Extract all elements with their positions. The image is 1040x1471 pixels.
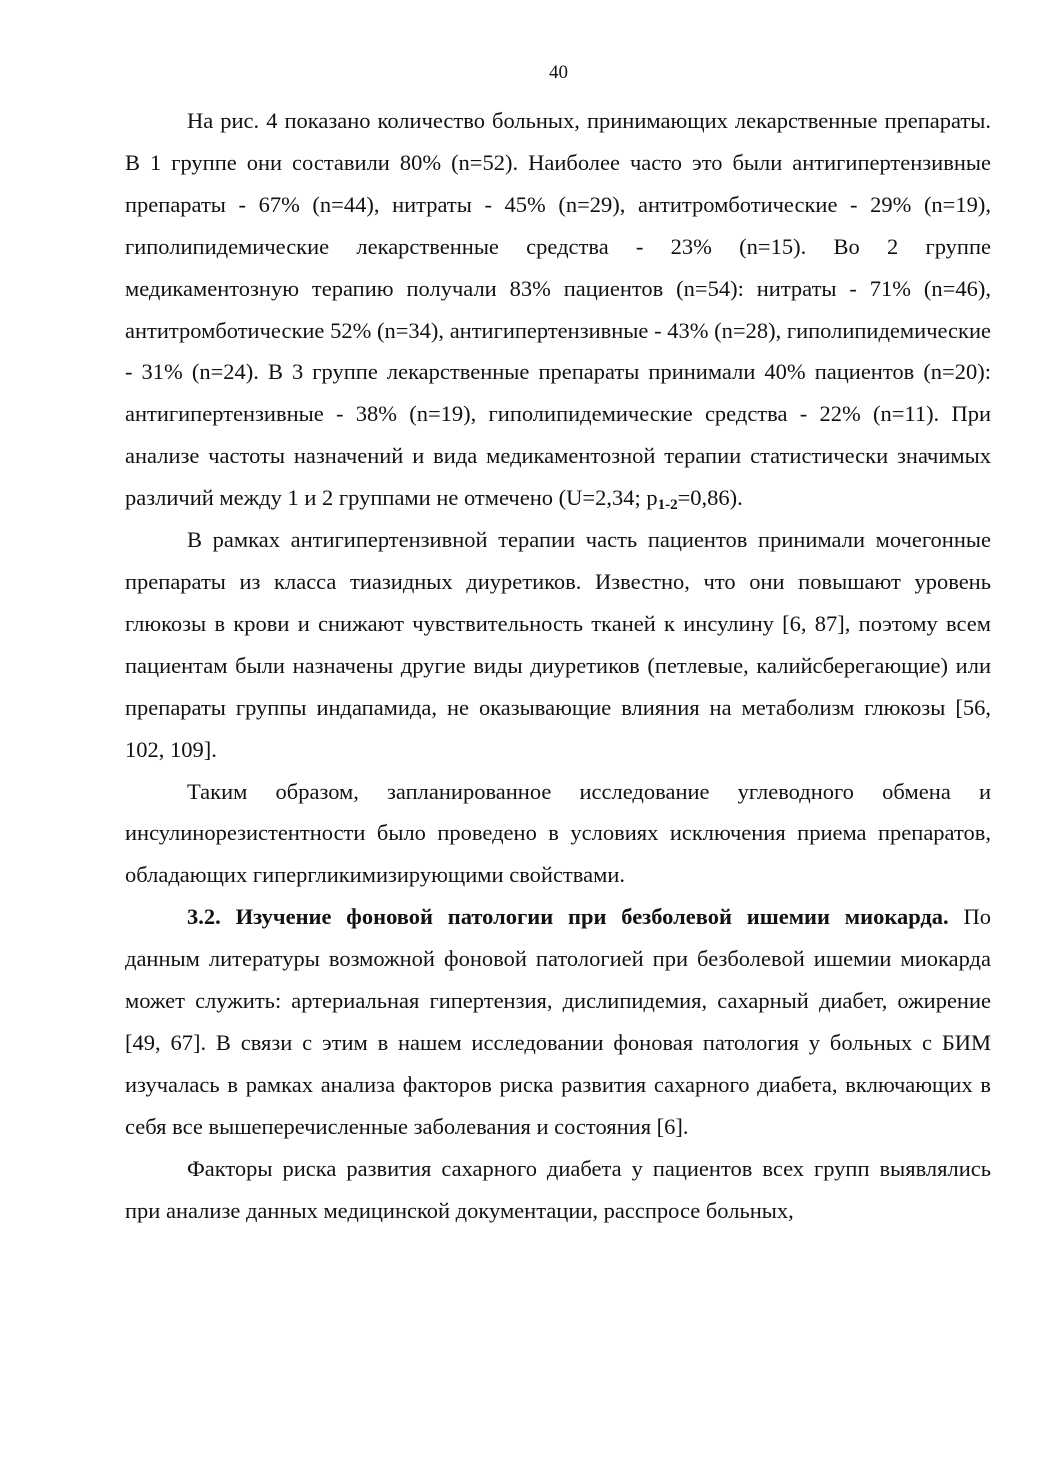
paragraph-risk-factors: Факторы риска развития сахарного диабета у пациентов всех групп выявлялись при анализе данных медицинской документации, расспросе больных, [125,1155,991,1223]
paragraph-diuretics: В рамках антигипертензивной терапии часть пациентов принимали мочегонные препараты из класса тиазидных диуретиков. Известно, что они повышают уровень глюкозы в крови и снижают чувствительность тканей к инсулину [6, 87], поэтому всем пациентам были назначены другие виды диуретиков (петлевые, калийсберегающие) или препараты группы индапамида, не оказывающие влияния на метаболизм глюкозы [56, 102, 109]. [125,527,991,762]
p-value-subscript: 1-2 [657,497,678,514]
paragraph-medication-usage [125,100,991,519]
section-heading: 3.2. Изучение фоновой патологии при безболевой ишемии миокарда. [187,904,949,930]
paragraph-conclusion: Таким образом, запланированное исследование углеводного обмена и инсулинорезистентности было проведено в условиях исключения приема препаратов, обладающих гипергликимизирующими свойствами. [125,778,991,888]
paragraph-text: По данным литературы возможной фоновой патологией при безболевой ишемии миокарда может служить: артериальная гипертензия, дислипидемия, сахарный диабет, ожирение [49, 67]. В связи с этим в нашем исследовании фоновая патология у больных с БИМ изучалась в рамках анализа факторов риска развития сахарного диабета, включающих в себя все вышеперечисленные заболевания и состояния [6]. [125,904,991,1139]
paragraph-section-3-2 [125,896,991,1147]
page-number: 40 [549,62,568,83]
paragraph-text: =0,86). [677,485,743,511]
paragraph-text: На рис. 4 показано количество больных, принимающих лекарственные препараты. В 1 группе они составили 80% (n=52). Наиболее часто это были антигипертензивные препараты - 67% (n=44), нитраты - 45% (n=29), антитромботические - 29% (n=19), гиполипидемические лекарственные средства - 23% (n=15). Во 2 группе медикаментозную терапию получали 83% пациентов (n=54): нитраты - 71% (n=46), антитромботические 52% (n=34), антигипертензивные - 43% (n=28), гиполипидемические - 31% (n=24). В 3 группе лекарственные препараты принимали 40% пациентов (n=20): антигипертензивные - 38% (n=19), гиполипидемические средства - 22% (n=11). При анализе частоты назначений и вида медикаментозной терапии статистически значимых различий между 1 и 2 группами не отмечено (U=2,34; p [125,108,991,511]
document-body [125,100,991,1231]
